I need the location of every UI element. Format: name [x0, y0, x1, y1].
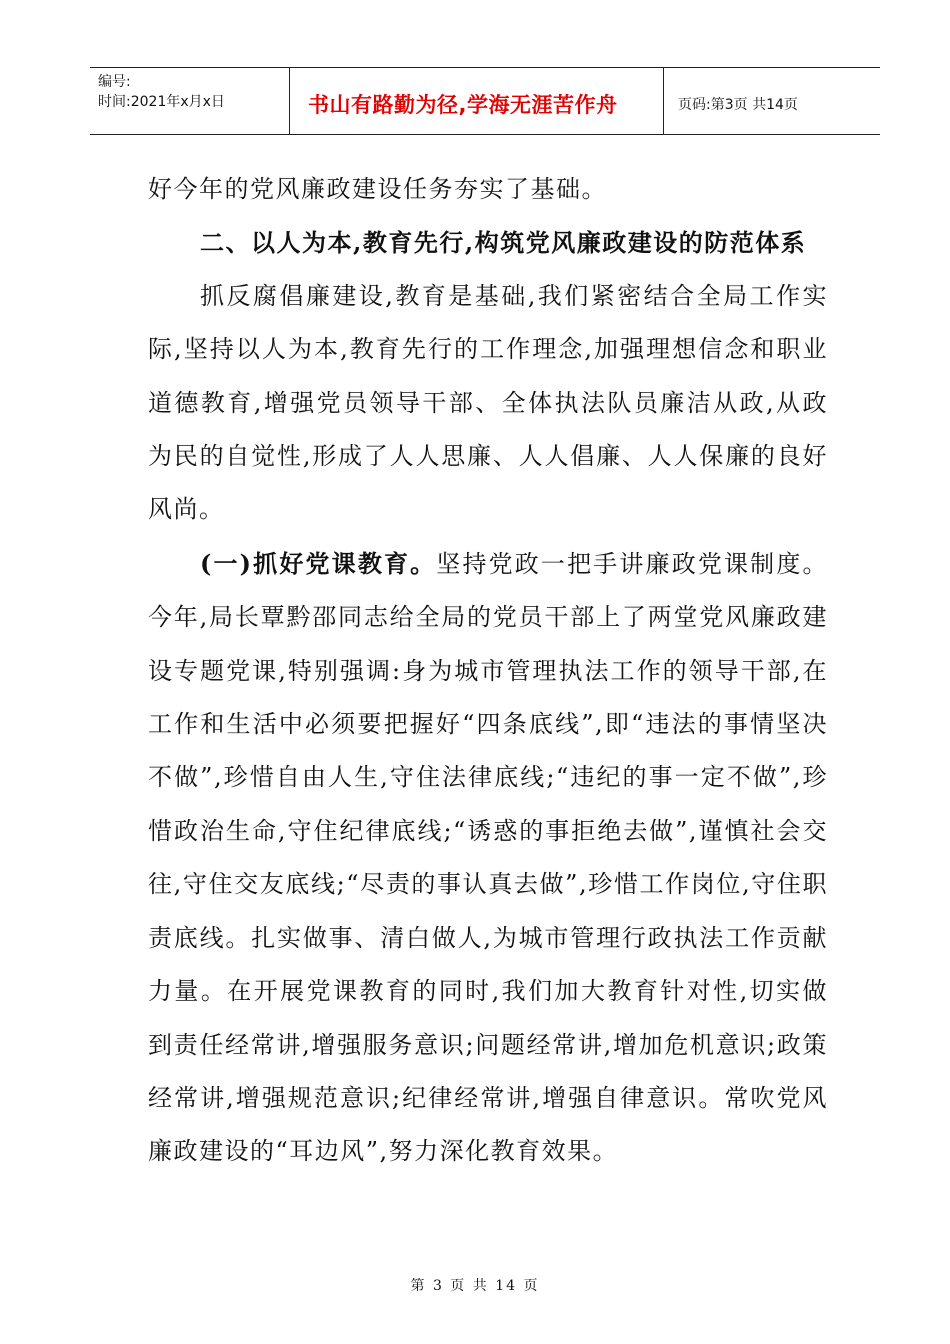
subsection-title: (一)抓好党课教育。 — [200, 548, 437, 578]
document-body — [148, 163, 828, 1179]
subsection-text: 坚持党政一把手讲廉政党课制度。今年,局长覃黔邵同志给全局的党员干部上了两堂党风廉政建设专题党课,特别强调:身为城市管理执法工作的领导干部,在工作和生活中必须要把握好“四条底线”,即“违法的事情坚决不做”,珍惜自由人生,守住法律底线;“违纪的事一定不做”,珍惜政治生命,守住纪律底线;“诱惑的事拒绝去做”,谨慎社会交往,守住交友底线;“尽责的事认真去做”,珍惜工作岗位,守住职责底线。扎实做事、清白做人,为城市管理行政执法工作贡献力量。在开展党课教育的同时,我们加大教育针对性,切实做到责任经常讲,增强服务意识;问题经常讲,增加危机意识;政策经常讲,增强规范意识;纪律经常讲,增强自律意识。常吹党风廉政建设的“耳边风”,努力深化教育效果。 — [148, 549, 829, 1166]
header-page-number: 页码:第3页 共14页 — [678, 97, 798, 113]
paragraph-continuation: 好今年的党风廉政建设任务夯实了基础。 — [148, 175, 607, 203]
time-label: 时间:2021年x月x日 — [98, 94, 225, 110]
page-footer: 第 3 页 共 14 页 — [410, 1278, 540, 1294]
subsection-paragraph — [148, 537, 828, 1179]
section-heading: 二、以人为本,教育先行,构筑党风廉政建设的防范体系 — [200, 228, 807, 258]
page-header — [90, 67, 880, 135]
number-label: 编号: — [98, 74, 131, 90]
header-motto: 书山有路勤为径,学海无涯苦作舟 — [290, 68, 664, 134]
paragraph: 抓反腐倡廉建设,教育是基础,我们紧密结合全局工作实际,坚持以人为本,教育先行的工作理念,加强理想信念和职业道德教育,增强党员领导干部、全体执法队员廉洁从政,从政为民的自觉性,形成了人人思廉、人人倡廉、人人保廉的良好风尚。 — [148, 281, 828, 524]
header-meta — [90, 68, 290, 134]
